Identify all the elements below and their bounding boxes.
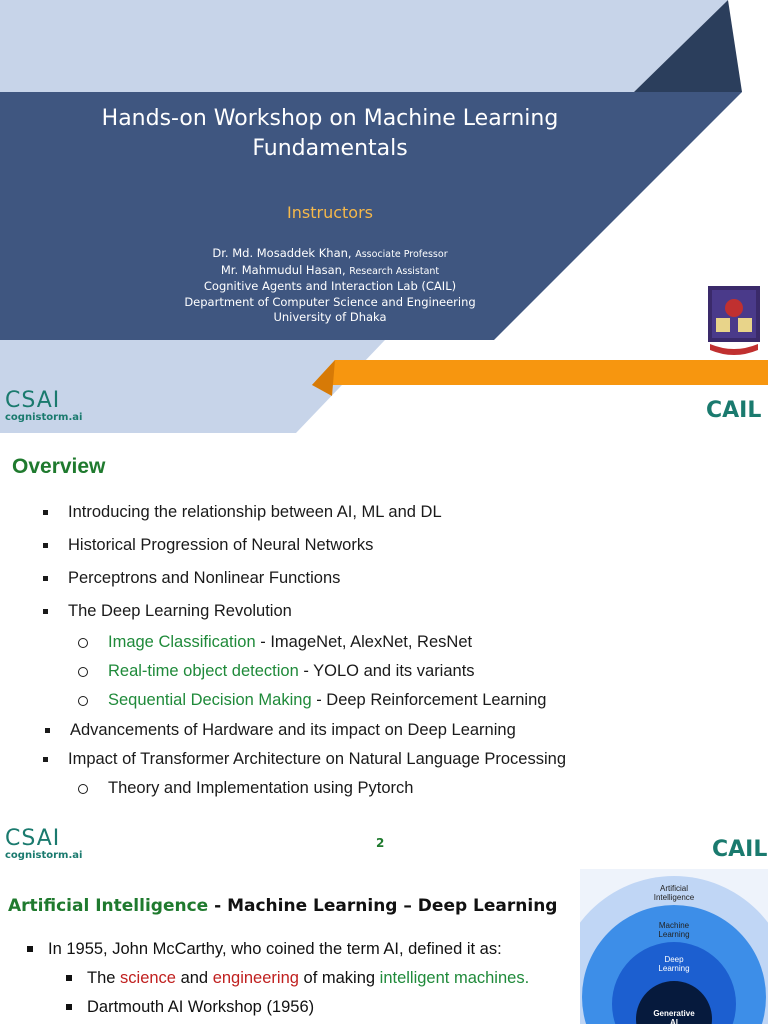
title-line-2: Fundamentals bbox=[252, 136, 408, 161]
list-item: In 1955, John McCarthy, who coined the term AI, defined it as: bbox=[48, 940, 502, 958]
venn-dl-label-1: Deep bbox=[664, 955, 684, 964]
csai-logo-text: CSAI bbox=[5, 388, 61, 413]
instructor-1 bbox=[60, 246, 600, 263]
instructor-info bbox=[60, 246, 600, 326]
venn-ai-label bbox=[580, 884, 768, 902]
list-item: Impact of Transformer Architecture on Natural Language Processing bbox=[68, 750, 567, 768]
lab-name: Cognitive Agents and Interaction Lab (CAIL) bbox=[203, 279, 457, 293]
title-line-1: Hands-on Workshop on Machine Learning bbox=[101, 106, 559, 131]
title-slide bbox=[0, 0, 768, 433]
sub-list-item: Theory and Implementation using Pytorch bbox=[108, 779, 414, 797]
sub-item-highlight: Sequential Decision Making bbox=[108, 691, 312, 709]
venn-ai-label-2: Intelligence bbox=[653, 893, 695, 902]
csai-logo-subtext: cognistorm.ai bbox=[5, 412, 83, 423]
department-name: Department of Computer Science and Engineering bbox=[184, 294, 476, 309]
venn-gen-label-1: Generative bbox=[653, 1009, 695, 1018]
sub-list-item bbox=[108, 662, 475, 681]
sub-list-item: Dartmouth AI Workshop (1956) bbox=[87, 998, 315, 1016]
cail-logo bbox=[712, 837, 767, 862]
venn-ai-label-1: Artificial bbox=[659, 884, 688, 893]
cail-logo-text: CAIL bbox=[706, 398, 762, 423]
instructor-2-role: Research Assistant bbox=[349, 265, 440, 277]
instructor-1-role: Associate Professor bbox=[355, 249, 448, 260]
list-item: Introducing the relationship between AI, ML and DL bbox=[68, 503, 442, 521]
title-ai: Artificial Intelligence bbox=[8, 896, 209, 916]
university-seal-icon bbox=[706, 284, 762, 360]
sub-item-text: - Deep Reinforcement Learning bbox=[311, 691, 547, 709]
slide-title bbox=[8, 896, 557, 916]
venn-gen-label bbox=[580, 1009, 768, 1024]
text-the: The bbox=[87, 969, 121, 987]
ai-venn-diagram bbox=[580, 869, 768, 1024]
ai-ml-dl-slide bbox=[0, 865, 768, 1024]
sub-item-highlight: Image Classification bbox=[108, 633, 256, 651]
title-rest: - Machine Learning – Deep Learning bbox=[208, 896, 558, 916]
sub-list-item bbox=[87, 969, 529, 988]
venn-ml-label-2: Learning bbox=[658, 930, 690, 939]
venn-ml-label bbox=[580, 921, 768, 939]
text-science: science bbox=[120, 969, 176, 987]
text-of: of making bbox=[298, 969, 380, 987]
venn-gen-label-2: AI bbox=[670, 1018, 678, 1024]
list-item: Perceptrons and Nonlinear Functions bbox=[68, 569, 341, 587]
sub-list-item bbox=[108, 691, 546, 710]
list-item: Historical Progression of Neural Networks bbox=[68, 536, 374, 554]
text-and: and bbox=[175, 969, 213, 987]
cail-logo bbox=[706, 398, 761, 423]
instructor-2 bbox=[60, 263, 600, 280]
university-name: University of Dhaka bbox=[273, 310, 387, 324]
text-engineering: engineering bbox=[212, 969, 299, 987]
venn-dl-label bbox=[580, 955, 768, 973]
text-intelligent-machines: intelligent machines. bbox=[379, 969, 530, 987]
csai-logo bbox=[5, 828, 82, 861]
sub-item-highlight: Real-time object detection bbox=[108, 662, 299, 680]
overview-slide bbox=[0, 433, 768, 865]
sub-item-text: - ImageNet, AlexNet, ResNet bbox=[255, 633, 473, 651]
page-number: 2 bbox=[376, 836, 385, 850]
csai-logo-text: CSAI bbox=[5, 826, 61, 851]
list-item: Advancements of Hardware and its impact on Deep Learning bbox=[70, 721, 516, 739]
csai-logo bbox=[5, 390, 82, 423]
sub-list-item bbox=[108, 633, 472, 652]
instructor-1-name: Dr. Md. Mosaddek Khan, bbox=[212, 246, 352, 260]
csai-logo-subtext: cognistorm.ai bbox=[5, 850, 83, 861]
list-item: The Deep Learning Revolution bbox=[68, 602, 292, 620]
workshop-title bbox=[60, 104, 600, 164]
cail-logo-text: CAIL bbox=[712, 837, 768, 862]
overview-heading: Overview bbox=[12, 455, 106, 478]
sub-item-text: - YOLO and its variants bbox=[298, 662, 475, 680]
venn-dl-label-2: Learning bbox=[658, 964, 690, 973]
instructors-label: Instructors bbox=[287, 203, 373, 222]
instructor-2-name: Mr. Mahmudul Hasan, bbox=[220, 262, 346, 277]
venn-ml-label-1: Machine bbox=[658, 921, 690, 930]
